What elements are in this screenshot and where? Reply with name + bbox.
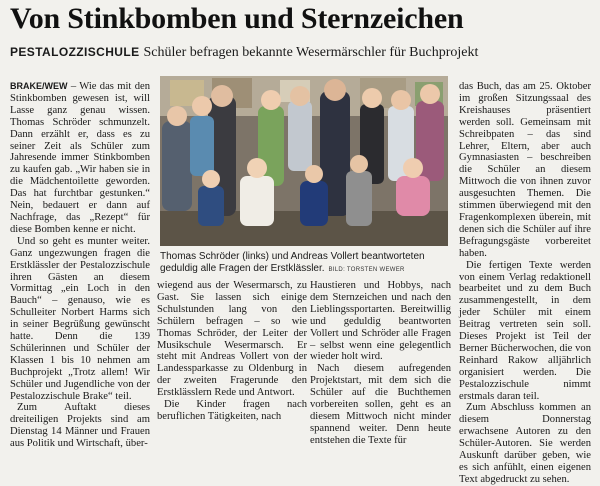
paragraph: Und so geht es munter weiter. Ganz ungezwungen fragen die Erstklässler der Pestalozzischule ihren Gästen an diesem Vormittag „ein Loch in den Bauch“ – genauso, wie es Schulleiter Norbert Harms sich in seiner Begrüßung gewünscht hatte. Denn die 139 Schülerinnen und Schüler der Klassen 1 bis 10 nehmen am Buchprojekt „Trotz allem! Wir Schüler und Jugendliche von der Pestalozzischule Brake“ teil.	[10, 235, 150, 402]
subheadline: Schüler befragen bekannte Wesermärschler für Buchprojekt	[143, 45, 479, 60]
paragraph: Nach diesem aufregenden Projektstart, mit dem sich die Schüler auf die Buchthemen vorbereiten sollen, geht es an diesem Mittwoch nicht minder spannend weiter. Denn heute entstehen die Texte für	[310, 363, 451, 446]
paragraph	[10, 81, 150, 236]
article-subheadline-row	[10, 45, 478, 61]
article-photo	[160, 76, 448, 246]
caption-text: Thomas Schröder (links) und Andreas Vollert beantworteten geduldig alle Fragen der Erstklässler.	[160, 251, 425, 274]
photo-credit: BILD: TORSTEN WEWER	[328, 267, 405, 273]
dateline: BRAKE/WEW	[10, 81, 68, 91]
text-column-3	[310, 280, 451, 447]
classroom-photo-illustration	[160, 76, 448, 246]
paragraph: Zum Abschluss kommen an diesem Donnerstag erwachsene Autoren zu den Schüler-Autoren. Sie werden Auskunft darüber geben, wie es sich anfühlt, einen eigenen Text abgedruckt zu sehen.	[459, 402, 591, 485]
paragraph: das Buch, das am 25. Oktober im großen Sitzungssaal des Kreishauses präsentiert werden soll. Gemeinsam mit Schreibpaten – das sind Lehrer, Eltern, aber auch Gymnasiasten – beschreiben die Schüler an diesem Mittwoch die von ihnen zuvor ausgesuchten Themen. Die stimmen überwiegend mit den Fragenkomplexen überein, mit denen sich die Schüler auf ihre Befragungsgäste vorbereitet haben.	[459, 81, 591, 259]
paragraph-text: – Wie das mit den Stinkbomben gewesen ist, will Lasse ganz genau wissen. Thomas Schröder schmunzelt. Dann erzählt er, dass es zu seiner Zeit als Schüler zum Jahresende immer Stinkbomben zu kaufen gab. „Wir haben sie in die Mädchentoilette geworden. Das hat furchtbar gestunken.“ Nein, bedauert er dann auf Nachfrage, das „Rezept“ für diese Bomben kenne er nicht.	[10, 81, 150, 235]
paragraph: Die fertigen Texte werden von einem Verlag redaktionell bearbeitet und zu dem Buch zusammengestellt, in dem jeder Schüler mit einem Beitrag vertreten sein soll. Dieses Projekt ist Teil der Berner Bücherwochen, die von Reinhard Rakow alljährlich organisiert werden. Die Pestalozzischule nimmt erstmals daran teil.	[459, 259, 591, 402]
kicker-label: PESTALOZZISCHULE	[10, 45, 140, 59]
paragraph: wiegend aus der Wesermarsch, zu Gast. Sie lassen sich einige Schulstunden lang von den Schülern befragen – so wie Thomas Schröder, der Leiter der Musikschule Wesermarsch. Er steht mit Andreas Vollert von der Landessparkasse zu Oldenburg in der zweiten Fragerunde den Erstklässlern Rede und Antwort.	[157, 280, 307, 399]
paragraph: Die Kinder fragen nach beruflichen Tätigkeiten, nach	[157, 399, 307, 422]
photo-caption	[160, 251, 450, 276]
paragraph: Haustieren und Hobbys, nach dem Sternzeichen und nach den Lieblingssportarten. Bereitwillig und geduldig beantworten Vollert und Schröder alle Fragen – selbst wenn eine gelegentlich wieder holt wird.	[310, 280, 451, 363]
paragraph: Zum Auftakt dieses dreiteiligen Projekts sind am Dienstag 14 Männer und Frauen aus Politik und Wirtschaft, über-	[10, 402, 150, 450]
text-column-2	[157, 280, 307, 423]
text-column-1	[10, 81, 150, 450]
text-column-4	[459, 81, 591, 486]
article-headline: Von Stinkbomben und Sternzeichen	[10, 2, 464, 35]
